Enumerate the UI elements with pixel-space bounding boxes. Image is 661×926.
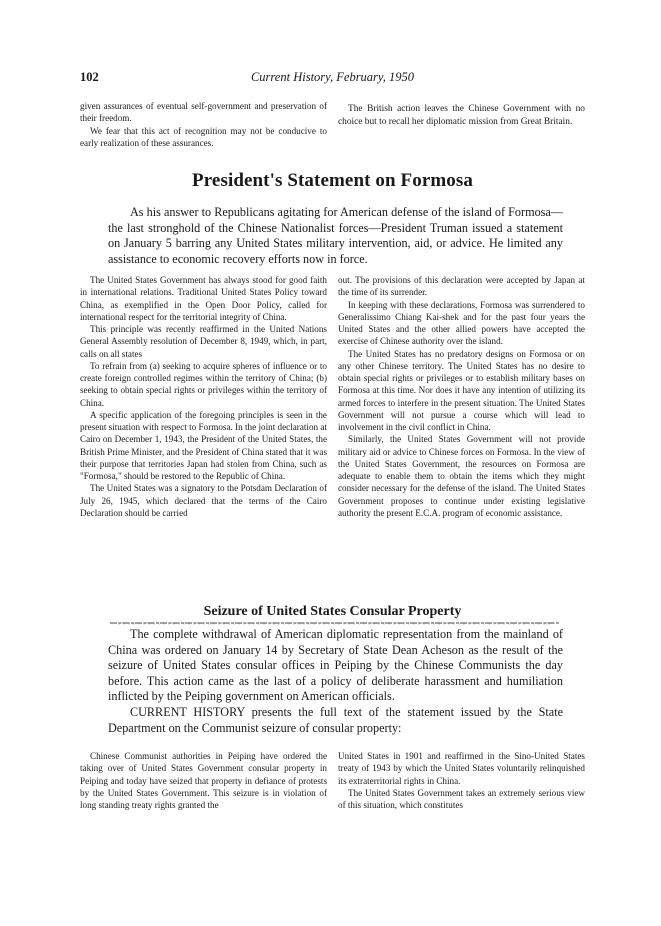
paragraph: In keeping with these declarations, Formosa was surrendered to Generalissimo Chiang Kai-shek and for the past four years the United States and the other allied powers have accepted the exercise of Chinese authority over the island.	[338, 299, 585, 347]
page-header	[80, 70, 585, 86]
paragraph: out. The provisions of this declaration were accepted by Japan at the time of its surrender.	[338, 275, 585, 298]
previous-article-continuation	[80, 100, 585, 149]
paragraph: The United States Government takes an extremely serious view of this situation, which constitutes	[338, 787, 585, 810]
article-title-consular-property: Seizure of United States Consular Property	[203, 604, 462, 619]
previous-article-left-column	[80, 100, 327, 149]
previous-article-right-column	[338, 100, 585, 149]
consular-right-column	[338, 750, 585, 811]
intro-paragraph: CURRENT HISTORY presents the full text of the statement issued by the State Department on the Communist seizure of consular property:	[108, 704, 563, 735]
consular-left-column	[80, 750, 327, 811]
article-intro-consular-property	[108, 627, 563, 736]
intro-paragraph: The complete withdrawal of American diplomatic representation from the mainland of China was ordered on January 14 by Secretary of State Dean Acheson as the result of the seizure of United States consular offices in Peiping by the Chinese Communists the day before. This action came as the last of a policy of deliberate harassment and humiliation inflicted by the Peiping government on American officials.	[108, 627, 563, 704]
formosa-right-column	[338, 274, 585, 519]
paragraph: The British action leaves the Chinese Government with no choice but to recall her diplomatic mission from Great Britain.	[338, 104, 585, 127]
paragraph: Chinese Communist authorities in Peiping have ordered the taking over of United States Government consular property in Peiping and today have seized that property in defiance of protests by the United States Government. This seizure is in violation of long standing treaty rights granted the	[80, 751, 327, 810]
paragraph: The United States Government has always stood for good faith in international relations. Traditional United States Policy toward China, as exemplified in the Open Door Policy, called for international respect for the territorial integrity of China.	[80, 275, 327, 322]
decorative-rule	[110, 621, 560, 625]
paragraph: United States in 1901 and reaffirmed in the Sino-United States treaty of 1943 by which the United States voluntarily relinquished its extraterritorial rights in China.	[338, 751, 585, 786]
paragraph: The United States was a signatory to the Potsdam Declaration of July 26, 1945, which declared that the terms of the Cairo Declaration should be carried	[80, 483, 327, 518]
paragraph: Similarly, the United States Government will not provide military aid or advice to Chinese forces on Formosa. In the view of the United States Government, the resources on Formosa are adequate to enable them to obtain the items which they might consider necessary for the defense of the island. The United States Government proposes to continue under existing legislative authority the present E.C.A. program of economic assistance.	[338, 434, 585, 518]
paragraph: To refrain from (a) seeking to acquire spheres of influence or to create foreign controlled regimes within the territory of China; (b) seeking to obtain special rights or privileges within the territory of China.	[80, 360, 327, 408]
intro-paragraph: As his answer to Republicans agitating for American defense of the island of Formosa—the last stronghold of the Chinese Nationalist forces—President Truman issued a statement on January 5 barring any United States military intervention, aid, or advice. He limited any assistance to economic recovery efforts now in force.	[108, 205, 563, 266]
paragraph: given assurances of eventual self-government and preservation of their freedom.	[80, 101, 327, 124]
formosa-left-column	[80, 274, 327, 519]
paragraph: We fear that this act of recognition may not be conducive to early realization of these assurances.	[80, 125, 327, 148]
paragraph: This principle was recently reaffirmed in the United Nations General Assembly resolution of December 8, 1949, which, in part, calls on all states	[80, 324, 327, 359]
running-title: Current History, February, 1950	[250, 70, 415, 84]
page-number: 102	[80, 70, 99, 84]
formosa-statement-body	[80, 274, 585, 519]
consular-statement-body	[80, 750, 585, 811]
article-intro-formosa	[108, 205, 563, 267]
article-title-formosa: President's Statement on Formosa	[192, 170, 473, 191]
paragraph: The United States has no predatory designs on Formosa or on any other Chinese territory. The United States has no desire to obtain special rights or privileges or to establish military bases on Formosa at this time. Nor does it have any intention of utilizing its armed forces to interfere in the present situation. The United States Government will not pursue a course which will lead to involvement in the civil conflict in China.	[338, 348, 585, 432]
paragraph: A specific application of the foregoing principles is seen in the present situation with respect to Formosa. In the joint declaration at Cairo on December 1, 1943, the President of the United States, the British Prime Minister, and the President of China stated that it was their purpose that territories Japan had stolen from China, such as "Formosa," should be restored to the Republic of China.	[80, 409, 327, 481]
